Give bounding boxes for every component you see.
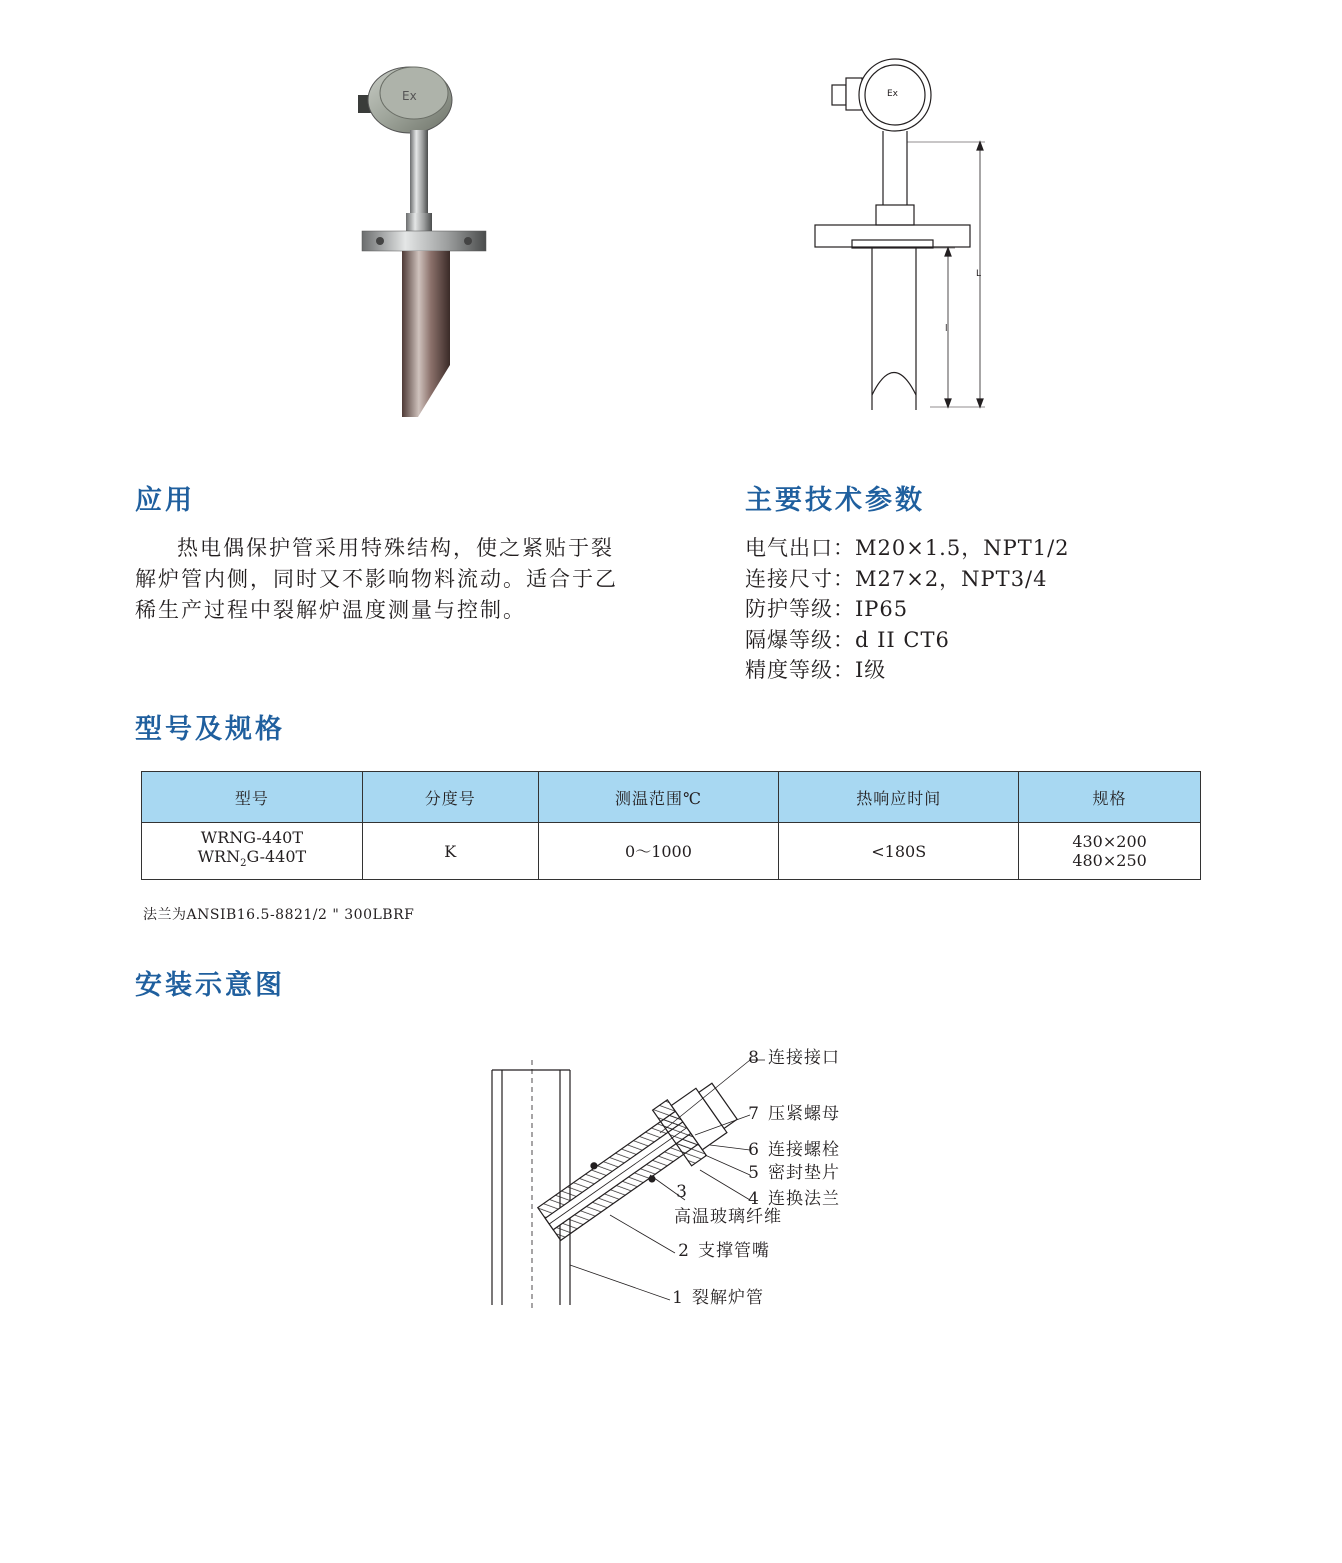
install-label-3: 3 高温玻璃纤维	[674, 1182, 782, 1227]
spec-protection: 防护等级：IP65	[745, 597, 909, 621]
spec-electrical: 电气出口：M20×1.5，NPT1/2	[745, 536, 1070, 560]
install-title: 安装示意图	[135, 970, 285, 1001]
cell-size	[1019, 823, 1201, 880]
application-text: 热电偶保护管采用特殊结构，使之紧贴于裂解炉管内侧，同时又不影响物料流动。适合于乙稀生产过程中裂解炉温度测量与控制。	[135, 536, 618, 622]
dim-L-label: L	[976, 269, 982, 279]
install-label-7: 7 压紧螺母	[748, 1104, 840, 1124]
size-2: 480×250	[1072, 851, 1147, 870]
spec-table	[141, 771, 1201, 880]
install-label-4: 4 连换法兰	[748, 1189, 840, 1209]
specs-list	[745, 533, 1070, 686]
model-2: $WRN_2G-440T$	[197, 847, 307, 870]
specs-title: 主要技术参数	[745, 485, 925, 516]
application-title: 应用	[135, 485, 195, 516]
install-label-1: 1 裂解炉管	[672, 1288, 764, 1308]
svg-text:Ex: Ex	[402, 89, 417, 103]
cell-grade: K	[362, 823, 538, 880]
technical-drawing	[810, 50, 1000, 420]
spec-connection: 连接尺寸：M27×2，NPT3/4	[745, 566, 1048, 591]
cell-response: <180S	[779, 823, 1019, 880]
spec-explosion: 隔爆等级：d II CT6	[745, 627, 950, 652]
header-size: 规格	[1019, 772, 1201, 823]
install-diagram	[480, 1035, 780, 1315]
size-1: 430×200	[1072, 832, 1147, 851]
cell-model	[142, 823, 363, 880]
flange-note: 法兰为ANSIB16.5-8821/2 " 300LBRF	[143, 907, 415, 923]
table-row	[142, 823, 1201, 880]
models-title: 型号及规格	[135, 714, 285, 745]
install-label-6: 6 连接螺栓	[748, 1140, 840, 1160]
header-response: 热响应时间	[779, 772, 1019, 823]
install-label-2: 2 支撑管嘴	[678, 1241, 770, 1261]
spec-accuracy: 精度等级：I级	[745, 658, 887, 682]
table-header-row	[142, 772, 1201, 823]
header-grade: 分度号	[362, 772, 538, 823]
model-1: WRNG-440T	[200, 828, 303, 848]
cell-range: 0～1000	[538, 823, 779, 880]
product-photo	[340, 55, 510, 425]
header-range: 测温范围℃	[538, 772, 779, 823]
header-model: 型号	[142, 772, 363, 823]
dim-l-label: l	[945, 324, 948, 334]
install-label-5: 5 密封垫片	[748, 1163, 840, 1183]
drawing-ex-mark: Ex	[887, 89, 899, 99]
install-label-8: 8 连接接口	[748, 1048, 840, 1068]
